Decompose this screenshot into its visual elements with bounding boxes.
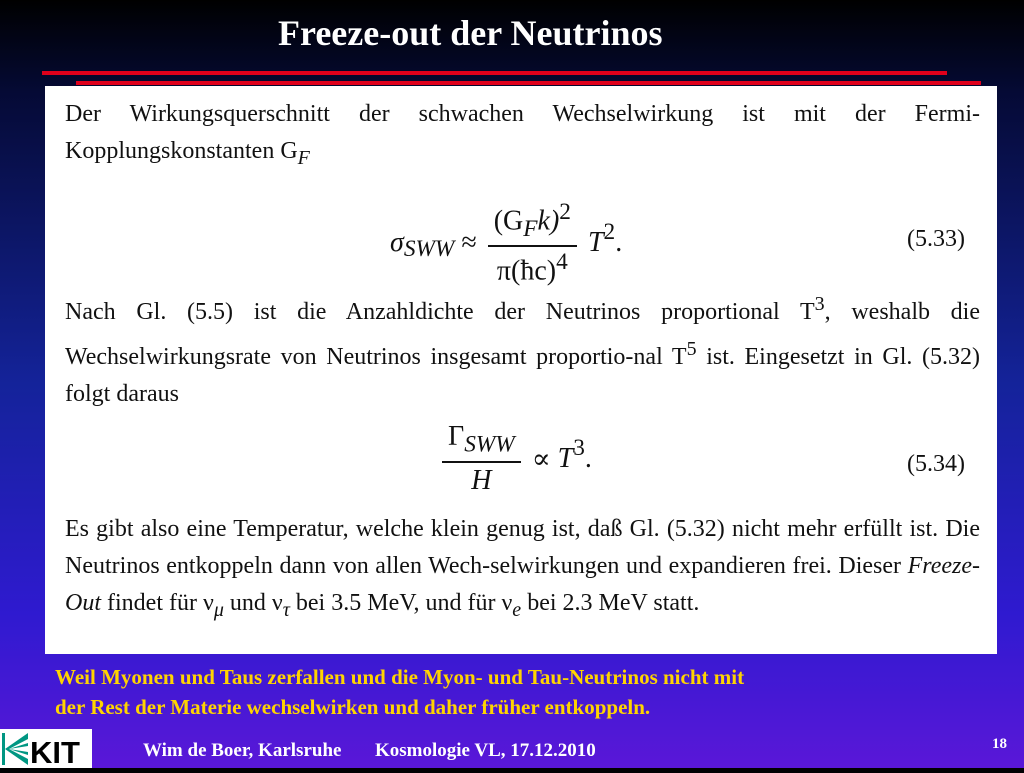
denominator-text: π(ħc): [496, 255, 557, 287]
nu-tau-subscript: τ: [282, 598, 290, 621]
footer-course: Kosmologie VL, 17.12.2010: [374, 740, 596, 761]
denominator-exponent: 4: [556, 248, 568, 275]
temperature-exponent: 2: [603, 219, 616, 246]
fraction-denominator: [488, 247, 577, 287]
kit-logo-graphic: [0, 729, 92, 768]
equation-period-2: .: [584, 442, 592, 474]
numerator-subscript: F: [523, 215, 538, 242]
paragraph-2: [65, 286, 980, 413]
fraction-numerator: [488, 199, 577, 247]
nu-mu-subscript: μ: [213, 598, 224, 621]
equation-period: .: [615, 227, 623, 259]
temperature-symbol: T: [587, 227, 604, 259]
kit-logo: [0, 729, 92, 768]
temperature-symbol-2: T: [557, 442, 574, 474]
rate-denominator: H: [471, 464, 492, 496]
approx-operator: ≈: [461, 227, 477, 259]
equation-number-5-34: (5.34): [907, 451, 965, 477]
title-underline-bottom: [76, 81, 981, 85]
gamma-symbol: Γ: [448, 421, 465, 452]
fraction: [488, 199, 577, 287]
freeze-out-term: Freeze-Out: [65, 553, 980, 616]
gamma-subscript: SWW: [464, 431, 515, 458]
title-underline-top: [42, 71, 947, 75]
equation-5-33: [390, 199, 622, 287]
slide-title: Freeze-out der Neutrinos: [278, 13, 663, 53]
paragraph-3-text-b: findet für ν: [101, 590, 214, 616]
paragraph-2-text-a: Nach Gl. (5.5) ist die Anzahldichte der Neutrinos proportional T: [65, 299, 815, 325]
footer-text: [143, 740, 596, 762]
numerator-exponent: 2: [559, 199, 571, 225]
gf-subscript: F: [297, 146, 310, 169]
footnote: [55, 662, 1005, 722]
paragraph-3: [65, 511, 980, 629]
proportional-operator: ∝: [531, 443, 551, 475]
paragraph-3-text-d: bei 3.5 MeV, und für ν: [289, 590, 513, 616]
sigma-subscript: SWW: [403, 236, 455, 263]
sigma-symbol: σ: [390, 227, 404, 259]
rate-fraction: [442, 421, 521, 497]
paragraph-2-text-b: , weshalb die Wechselwirkungsrate von Neutrinos insgesamt proportio-nal T: [65, 299, 981, 370]
numerator-rest: k): [537, 205, 560, 237]
equation-number-5-33: (5.33): [907, 226, 965, 252]
paragraph-1-text: Der Wirkungsquerschnitt der schwachen Wechselwirkung ist mit der Fermi-Kopplungskonstanten G: [65, 101, 980, 164]
paragraph-3-text-e: bei 2.3 MeV statt.: [521, 590, 700, 616]
page-number: 18: [992, 736, 1007, 752]
paragraph-1: [65, 96, 980, 177]
paragraph-3-text-c: und ν: [223, 590, 283, 616]
equation-5-34: [438, 421, 592, 497]
footer-author: Wim de Boer, Karlsruhe: [143, 740, 342, 761]
paragraph-3-text-a: Es gibt also eine Temperatur, welche klein genug ist, daß Gl. (5.32) nicht mehr erfüllt ist. Die Neutrinos entkoppeln dann von allen Wech-selwirkungen und expandieren frei. Dieser: [65, 516, 980, 579]
temperature-exponent-2: 3: [573, 434, 585, 461]
rate-numerator: [442, 421, 521, 463]
kit-logo-text: KIT: [30, 735, 80, 768]
footnote-line-1: Weil Myonen und Taus zerfallen und die Myon- und Tau-Neutrinos nicht mit: [55, 665, 745, 689]
nu-e-subscript: e: [512, 598, 522, 621]
footnote-line-2: der Rest der Materie wechselwirken und daher früher entkoppeln.: [55, 695, 651, 719]
paragraph-2-text-c: ist. Eingesetzt in Gl. (5.32) folgt daraus: [65, 344, 980, 407]
textbook-excerpt: [45, 86, 997, 654]
paragraph-2-exponent-1: 3: [814, 293, 825, 315]
paragraph-2-exponent-2: 5: [686, 338, 697, 360]
numerator-open: (G: [493, 205, 524, 237]
